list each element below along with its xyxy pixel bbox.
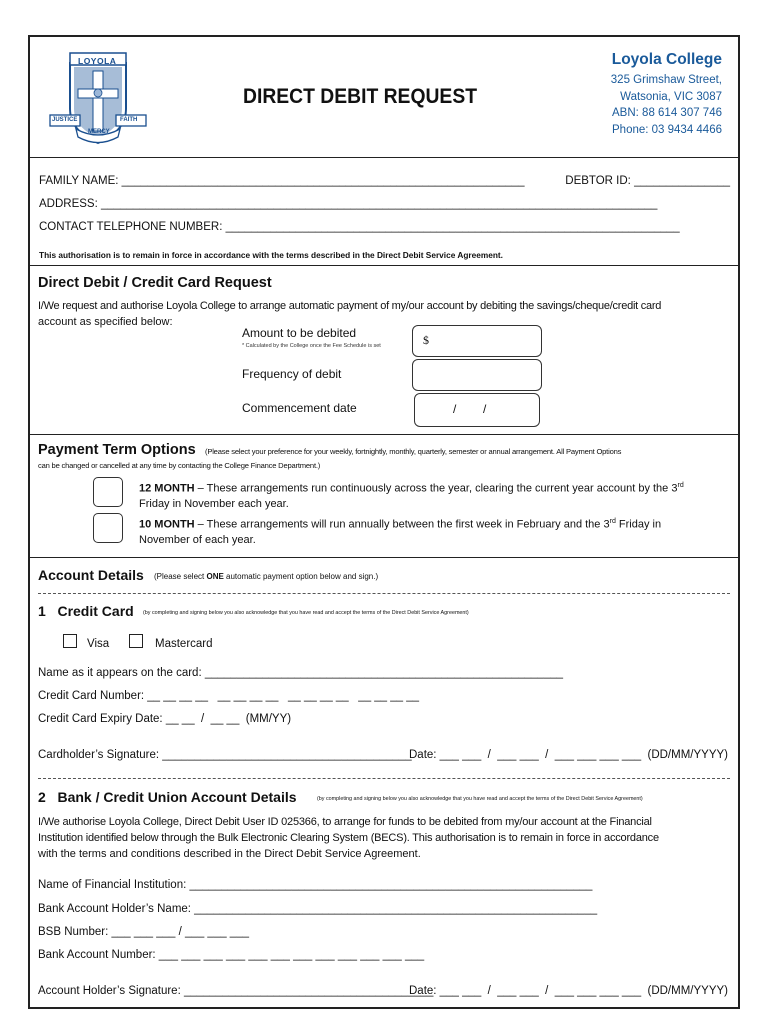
- debtor-id-field[interactable]: DEBTOR ID: _______________: [565, 175, 730, 187]
- superscript-rd: rd: [677, 482, 684, 489]
- logo-faith-text: FAITH: [120, 117, 138, 123]
- frequency-label: Frequency of debit: [242, 367, 342, 381]
- bank-body-line2: Institution identified below through the Bulk Electronic Clearing System (BECS). This authorisation is to remain in force in accordance: [38, 832, 659, 844]
- cardholder-signature-field[interactable]: Cardholder’s Signature: _______________________________________: [38, 749, 412, 761]
- amount-input[interactable]: [412, 325, 542, 357]
- college-address-line2: Watsonia, VIC 3087: [620, 90, 722, 103]
- bank-body-line3: with the terms and conditions described in the Direct Debit Service Agreement.: [38, 848, 421, 860]
- logo-justice-text: JUSTICE: [52, 117, 78, 123]
- mastercard-checkbox[interactable]: [129, 634, 143, 648]
- page-title: DIRECT DEBIT REQUEST: [243, 85, 478, 108]
- bank-details-heading: 2 Bank / Credit Union Account Details: [38, 789, 297, 805]
- mastercard-label: Mastercard: [155, 638, 213, 650]
- option-10-month-line2: November of each year.: [139, 533, 256, 546]
- option-12-month-checkbox[interactable]: [93, 477, 123, 507]
- account-details-heading: Account Details: [38, 567, 144, 583]
- option-12-month-line1: – These arrangements run continuously across the year, clearing the current year account by the 3: [194, 482, 678, 495]
- amount-note: * Calculated by the College once the Fee Schedule is set: [242, 343, 381, 349]
- financial-institution-field[interactable]: Name of Financial Institution: _______________________________________________________________: [38, 879, 593, 891]
- form-header: [30, 37, 738, 157]
- form-frame: [28, 35, 740, 1009]
- visa-checkbox[interactable]: [63, 634, 77, 648]
- contact-telephone-field[interactable]: CONTACT TELEPHONE NUMBER: _______________________________________________________________________: [39, 221, 680, 233]
- bank-details-note: (by completing and signing below you also acknowledge that you have read and accept the terms of the Direct Debit Service Agreement): [317, 796, 643, 802]
- college-name: Loyola College: [611, 51, 722, 68]
- commencement-label: Commencement date: [242, 401, 357, 415]
- account-note-bold: ONE: [206, 572, 224, 581]
- visa-label: Visa: [87, 638, 110, 650]
- account-note-post: automatic payment option below and sign.): [223, 572, 379, 581]
- account-holder-signature-field[interactable]: Account Holder’s Signature: _______________________________________: [38, 985, 434, 997]
- account-holder-date-field[interactable]: Date: ___ ___ / ___ ___ / ___ ___ ___ ___ (DD/MM/YYYY): [409, 985, 728, 997]
- college-phone: Phone: 03 9434 4466: [612, 123, 722, 136]
- bank-account-number-field[interactable]: Bank Account Number: ___ ___ ___ ___ ___ ___ ___ ___ ___ ___ ___ ___: [38, 949, 425, 961]
- account-holder-name-field[interactable]: Bank Account Holder’s Name: _______________________________________________________________: [38, 903, 598, 915]
- option-12-month-text: [139, 478, 734, 512]
- authorisation-note: This authorisation is to remain in force in accordance with the terms described in the Direct Debit Service Agreement.: [39, 250, 503, 260]
- card-number-field[interactable]: Credit Card Number: __ __ __ __ __ __ __ __ __ __ __ __ __ __ __ __: [38, 690, 420, 702]
- option-12-month-title: 12 MONTH: [139, 482, 195, 495]
- college-contact-block: [611, 51, 722, 138]
- bank-body-line1: I/We authorise Loyola College, Direct Debit User ID 025366, to arrange for funds to be debited from my/our account at the Financial: [38, 816, 652, 828]
- credit-card-note: (by completing and signing below you also acknowledge that you have read and accept the terms of the Direct Debit Service Agreement): [143, 610, 469, 616]
- amount-label: Amount to be debited: [242, 326, 357, 340]
- cardholder-date-field[interactable]: Date: ___ ___ / ___ ___ / ___ ___ ___ ___ (DD/MM/YYYY): [409, 749, 728, 761]
- college-abn: ABN: 88 614 307 746: [612, 107, 722, 119]
- logo-banner-text: LOYOLA: [78, 56, 117, 66]
- account-details-note: [154, 572, 378, 581]
- bsb-number-field[interactable]: BSB Number: ___ ___ ___ / ___ ___ ___: [38, 926, 249, 938]
- credit-card-heading: 1 Credit Card: [38, 603, 134, 619]
- currency-symbol: $: [423, 333, 429, 347]
- request-body-line2: account as specified below:: [38, 316, 173, 328]
- frequency-input[interactable]: [412, 359, 542, 391]
- payment-terms-note-line2: can be changed or cancelled at any time by contacting the College Finance Department.): [38, 461, 321, 470]
- card-expiry-field[interactable]: Credit Card Expiry Date: __ __ / __ __ (MM/YY): [38, 713, 292, 725]
- option-10-month-line1b: Friday in: [615, 518, 662, 531]
- divider: [30, 265, 738, 266]
- request-body-line1: I/We request and authorise Loyola College to arrange automatic payment of my/our account by debiting the savings/cheque/credit card: [38, 300, 662, 312]
- date-slashes: / /: [453, 402, 487, 416]
- college-address-line1: 325 Grimshaw Street,: [610, 74, 722, 86]
- option-10-month-text: [139, 514, 734, 548]
- request-heading: Direct Debit / Credit Card Request: [38, 275, 272, 291]
- logo-mercy-text: MERCY: [88, 129, 110, 135]
- address-field[interactable]: ADDRESS: _______________________________________________________________________________________: [39, 198, 658, 210]
- superscript-rd: rd: [609, 518, 616, 525]
- name-on-card-field[interactable]: Name as it appears on the card: ________________________________________________________: [38, 667, 564, 679]
- family-name-field[interactable]: FAMILY NAME: _______________________________________________________________: [39, 175, 525, 187]
- option-10-month-title: 10 MONTH: [139, 518, 195, 531]
- account-note-pre: (Please select: [154, 572, 207, 581]
- divider: [30, 434, 738, 435]
- dashed-separator: [38, 593, 730, 594]
- payment-terms-note-line1: (Please select your preference for your weekly, fortnightly, monthly, quarterly, semester or annual arrangement. All Payment Options: [205, 447, 622, 456]
- divider: [30, 157, 738, 158]
- divider: [30, 557, 738, 558]
- dashed-separator: [38, 778, 730, 779]
- payment-terms-heading: Payment Term Options: [38, 442, 196, 458]
- commencement-date-input[interactable]: [414, 393, 540, 427]
- option-12-month-line2: Friday in November each year.: [139, 497, 289, 510]
- option-10-month-line1a: – These arrangements will run annually between the first week in February and the 3: [194, 518, 610, 531]
- option-10-month-checkbox[interactable]: [93, 513, 123, 543]
